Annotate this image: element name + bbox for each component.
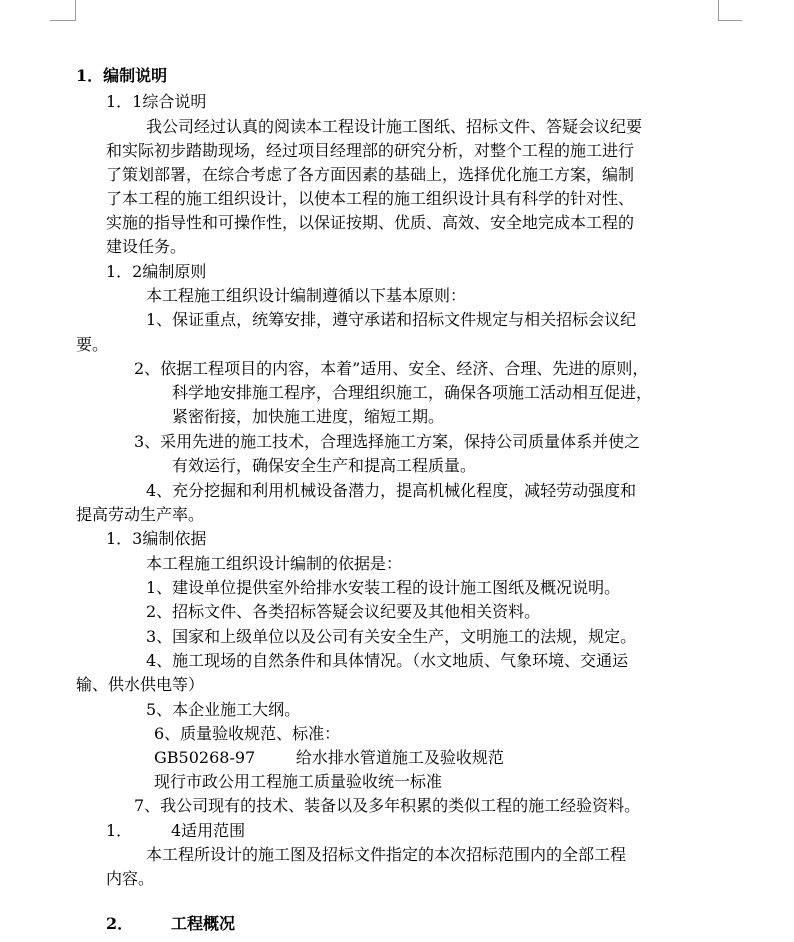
list-item: 3、采用先进的施工技术，合理选择施工方案，保持公司质量体系并使之 [134,432,641,451]
list-item: 7、我公司现有的技术、装备以及多年积累的类似工程的施工经验资料。 [134,796,641,815]
list-item: 1、建设单位提供室外给排水安装工程的设计施工图纸及概况说明。 [146,578,621,597]
list-item: 6、质量验收规范、标准： [154,724,341,743]
paragraph-line: 了策划部署，在综合考虑了各方面因素的基础上，选择优化施工方案，编制 [106,165,635,184]
standard-reference: 现行市政公用工程施工质量验收统一标准 [154,772,443,791]
paragraph-line: 实施的指导性和可操作性，以保证按期、优质、高效、安全地完成本工程的 [106,213,635,232]
paragraph-line: 我公司经过认真的阅读本工程设计施工图纸、招标文件、答疑会议纪要 [146,117,643,136]
list-item: 要。 [76,335,109,354]
paragraph-line: 本工程所设计的施工图及招标文件指定的本次招标范围内的全部工程 [146,845,627,864]
paragraph-line: 内容。 [106,869,155,888]
list-item: 提高劳动生产率。 [76,505,205,524]
section-2-number: 2． [106,914,134,933]
paragraph-line: 和实际初步踏勘现场，经过项目经理部的研究分析，对整个工程的施工进行 [106,141,635,160]
section-2-heading: 工程概况 [171,914,236,933]
list-item: 1、保证重点，统筹安排，遵守承诺和招标文件规定与相关招标会议纪 [146,310,637,329]
standard-reference: GB50268-97 给水排水管道施工及验收规范 [154,748,504,767]
section-1-3-heading: 1．3编制依据 [106,529,207,548]
list-item: 3、国家和上级单位以及公司有关安全生产，文明施工的法规，规定。 [146,627,637,646]
list-item: 4、施工现场的自然条件和具体情况。（水文地质、气象环境、交通运 [146,651,629,670]
section-1-4-heading: 4适用范围 [171,821,246,840]
list-item: 有效运行，确保安全生产和提高工程质量。 [172,456,477,475]
paragraph-line: 了本工程的施工组织设计，以使本工程的施工组织设计具有科学的针对性、 [106,189,635,208]
list-item: 2、依据工程项目的内容，本着”适用、安全、经济、合理、先进的原则， [134,359,649,378]
section-1-heading: 1．编制说明 [76,66,168,85]
list-item: 科学地安排施工程序，合理组织施工，确保各项施工活动相互促进， [172,383,653,402]
list-item: 输、供水供电等） [76,675,205,694]
list-item: 4、充分挖掘和利用机械设备潜力，提高机械化程度，减轻劳动强度和 [146,481,637,500]
paragraph-line: 本工程施工组织设计编制的依据是： [146,554,403,573]
paragraph-line: 本工程施工组织设计编制遵循以下基本原则： [146,286,467,305]
list-item: 紧密衔接，加快施工进度，缩短工期。 [172,407,445,426]
section-1-2-heading: 1．2编制原则 [106,262,207,281]
section-1-1-heading: 1．1综合说明 [106,92,207,111]
section-1-4-number: 1． [106,821,133,840]
list-item: 5、本企业施工大纲。 [146,700,301,719]
list-item: 2、招标文件、各类招标答疑会议纪要及其他相关资料。 [146,602,541,621]
paragraph-line: 建设任务。 [106,237,187,256]
